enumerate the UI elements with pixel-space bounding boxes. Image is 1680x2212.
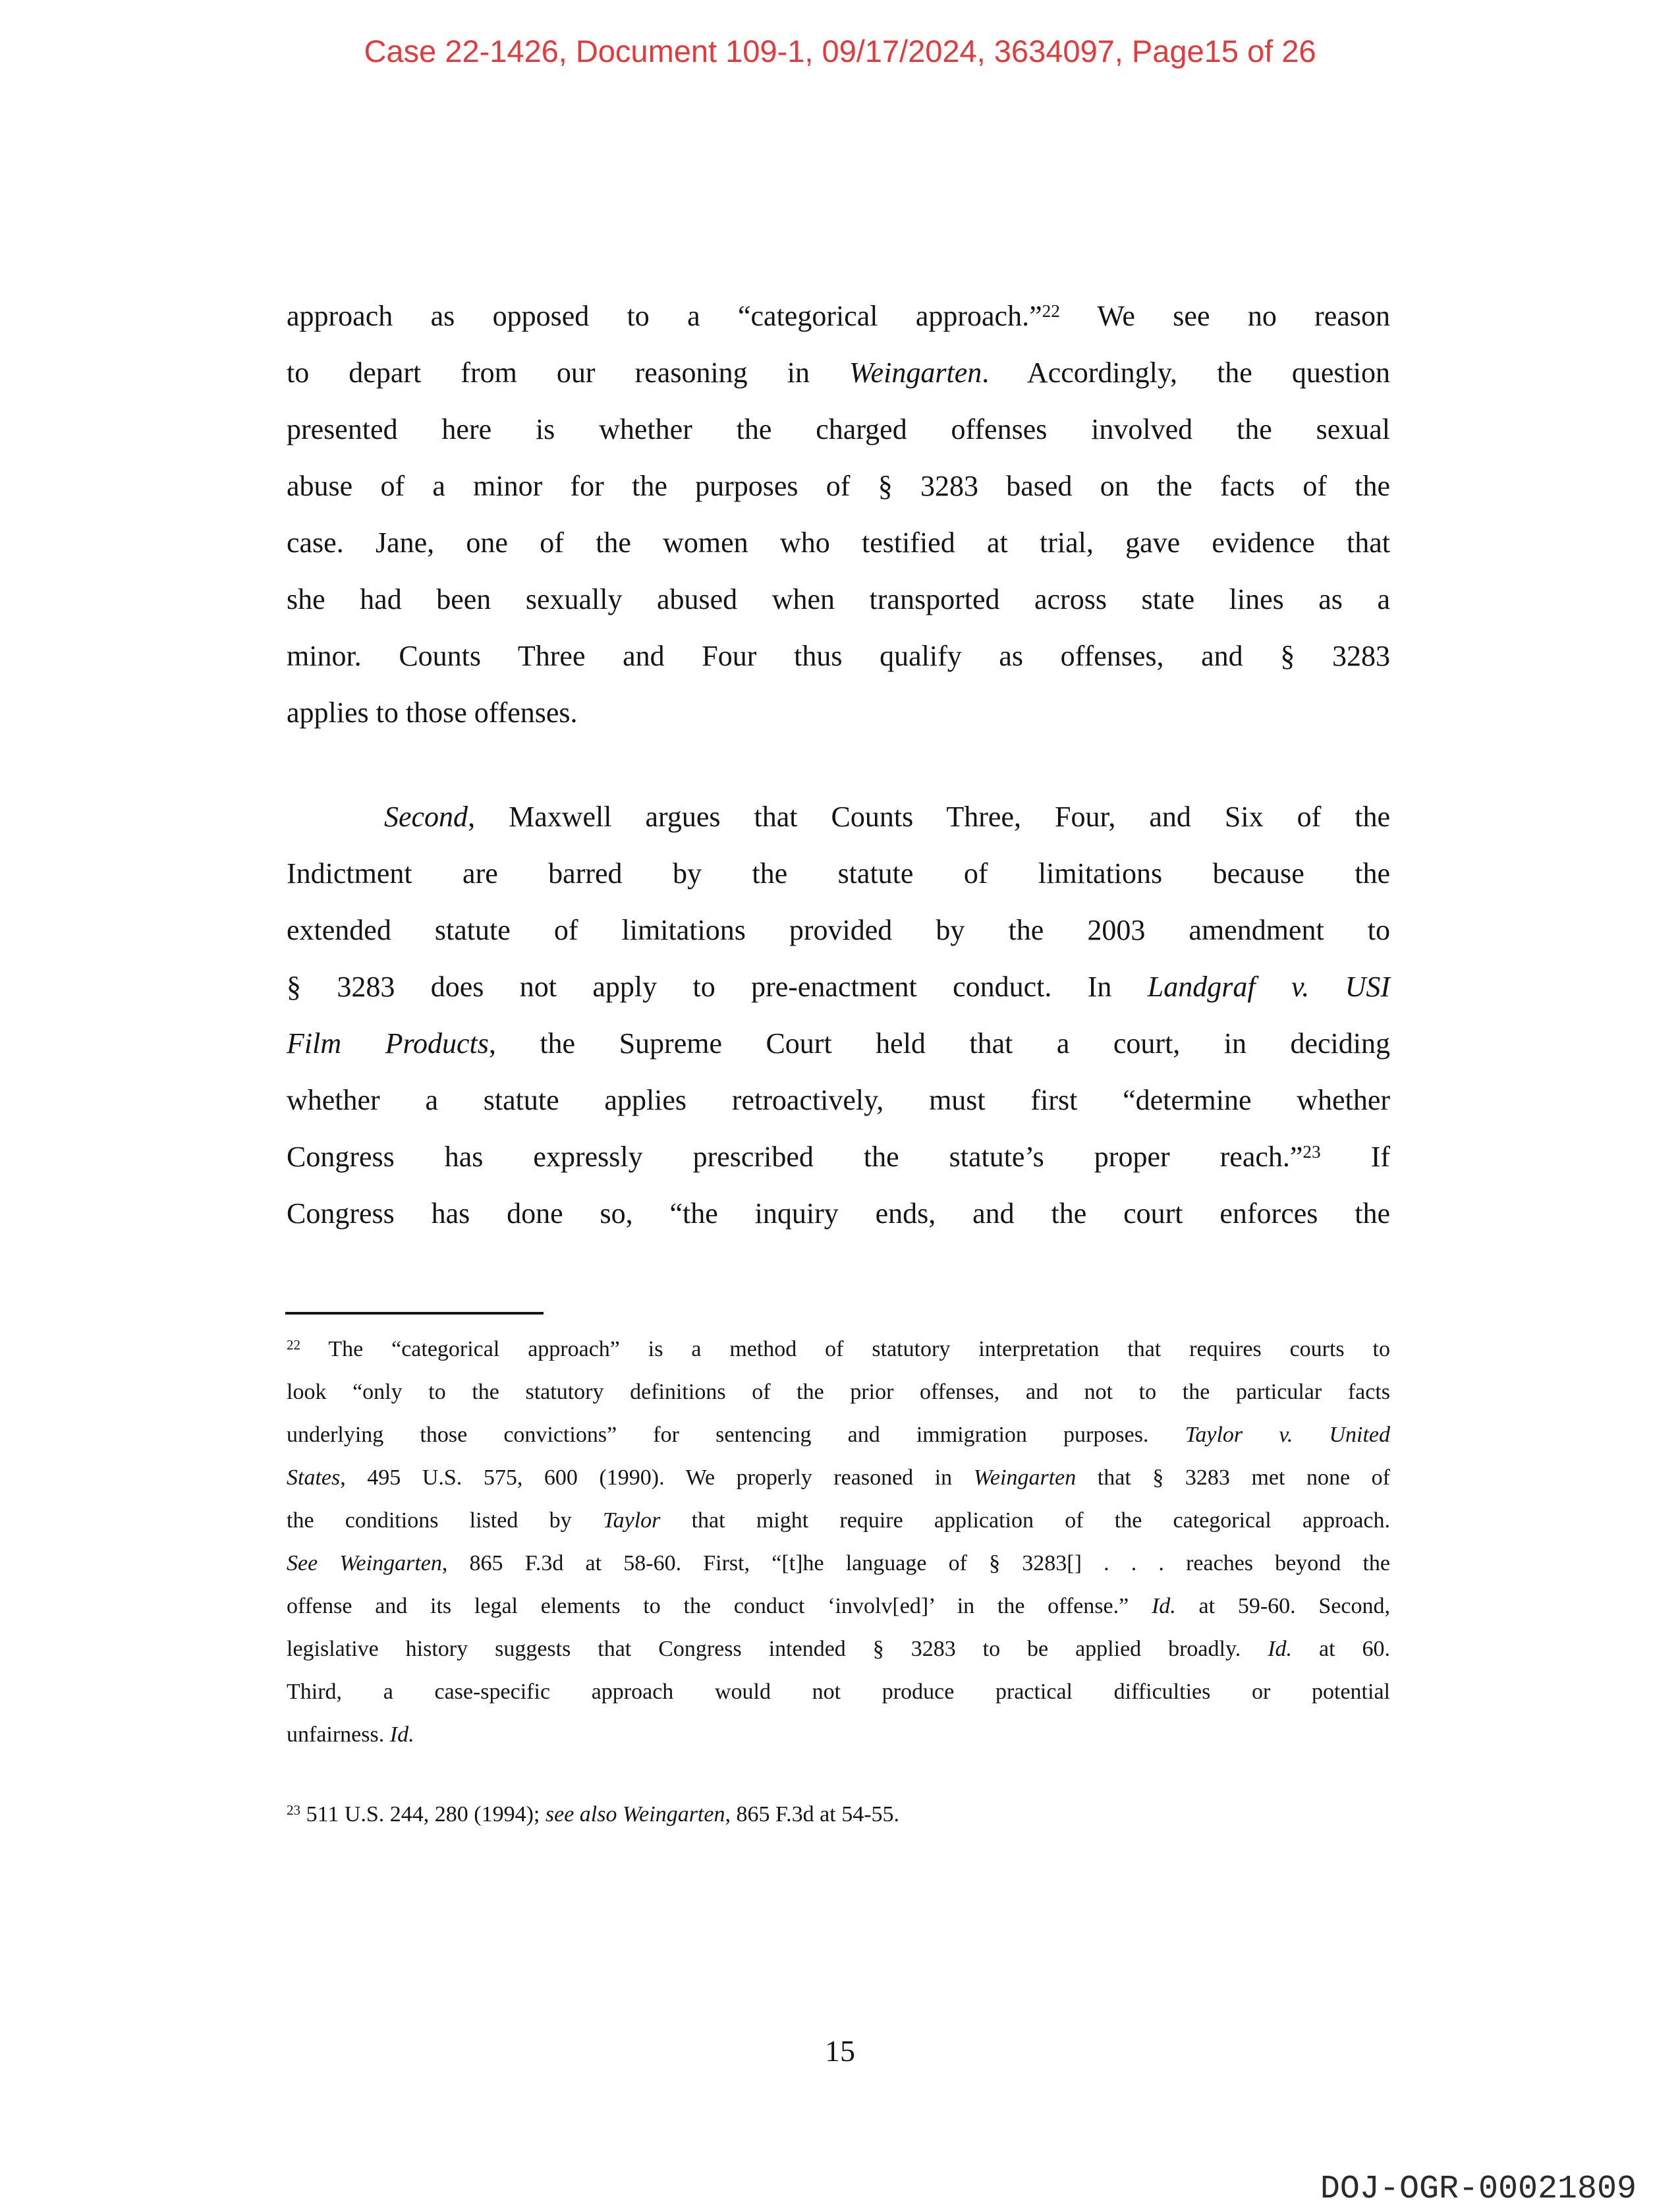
text-line: offense and its legal elements to the conduct ‘involv[ed]’ in the offense.” Id. at 59-60. Second, [287, 1594, 1391, 1618]
text-line: applies to those offenses. [287, 696, 578, 729]
text-line: underlying those convictions” for sentencing and immigration purposes. Taylor v. United [287, 1423, 1391, 1447]
text-line: to depart from our reasoning in Weingarten. Accordingly, the question [287, 356, 1390, 389]
text-line: case. Jane, one of the women who testified at trial, gave evidence that [287, 526, 1390, 559]
text-line: $^{22}$ The “categorical approach” is a method of statutory interpretation that requires courts to [287, 1336, 1390, 1361]
opinion-body-text [287, 288, 1390, 1242]
footnotes-section [287, 1328, 1390, 1836]
text-line: approach as opposed to a “categorical approach.”$^{22}$ We see no reason [287, 300, 1390, 332]
text-line: unfairness. Id. [287, 1722, 414, 1747]
para [287, 288, 1390, 741]
text-line: the conditions listed by Taylor that might require application of the categorical approach. [287, 1508, 1390, 1533]
text-line: $^{23}$ 511 U.S. 244, 280 (1994); see also Weingarten, 865 F.3d at 54-55. [287, 1801, 900, 1827]
text-line: See Weingarten, 865 F.3d at 58-60. First, “[t]he language of § 3283[] . . . reaches beyond the [287, 1551, 1390, 1575]
text-line: § 3283 does not apply to pre-enactment conduct. In Landgraf v. USI [287, 971, 1390, 1003]
text-line: Film Products, the Supreme Court held that a court, in deciding [287, 1027, 1390, 1060]
text-line: Second, Maxwell argues that Counts Three, Four, and Six of the [384, 801, 1390, 833]
page-number: 15 [825, 2034, 855, 2068]
text-line: legislative history suggests that Congress intended § 3283 to be applied broadly. Id. at 60. [287, 1637, 1390, 1661]
bates-number: DOJ-OGR-00021809 [1320, 2170, 1637, 2208]
para [287, 789, 1390, 1242]
case-header-stamp: Case 22-1426, Document 109-1, 09/17/2024, 3634097, Page15 of 26 [364, 34, 1316, 69]
text-line: Congress has done so, “the inquiry ends, and the court enforces the [287, 1197, 1390, 1230]
text-line: Indictment are barred by the statute of limitations because the [287, 857, 1390, 890]
footnote-separator [285, 1312, 544, 1315]
text-line: she had been sexually abused when transported across state lines as a [287, 583, 1390, 615]
text-line: minor. Counts Three and Four thus qualify as offenses, and § 3283 [287, 640, 1390, 672]
text-line: abuse of a minor for the purposes of § 3283 based on the facts of the [287, 470, 1390, 502]
footnote [287, 1328, 1390, 1756]
text-line: Congress has expressly prescribed the statute’s proper reach.”$^{23}$ If [287, 1141, 1390, 1173]
text-line: whether a statute applies retroactively, must first “determine whether [287, 1084, 1390, 1116]
text-line: Third, a case-specific approach would not produce practical difficulties or potential [287, 1680, 1390, 1704]
text-line: extended statute of limitations provided by the 2003 amendment to [287, 914, 1390, 946]
text-line: presented here is whether the charged offenses involved the sexual [287, 413, 1390, 445]
footnote [287, 1793, 1390, 1836]
text-line: States, 495 U.S. 575, 600 (1990). We properly reasoned in Weingarten that § 3283 met none of [287, 1465, 1390, 1490]
text-line: look “only to the statutory definitions of the prior offenses, and not to the particular facts [287, 1380, 1390, 1404]
